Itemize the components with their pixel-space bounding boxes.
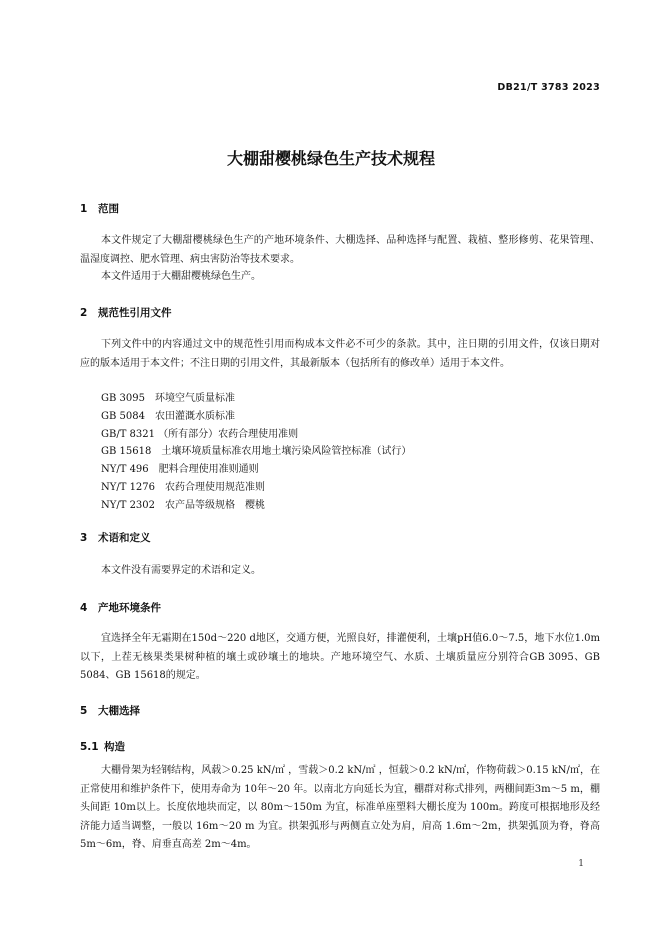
- section-number: 4: [80, 602, 88, 614]
- section-number: 3: [80, 532, 88, 544]
- reference-item: GB 3095 环境空气质量标准: [101, 393, 235, 404]
- reference-list: [101, 390, 411, 515]
- section-number: 1: [80, 203, 88, 215]
- section-title: 构造: [104, 741, 125, 753]
- environment-paragraph: 宜选择全年无霜期在150d～220 d地区，交通方便，光照良好，排灌便利，土壤pH值6.0～7.5，地下水位1.0m以下，上茬无核果类果树种植的壤土或砂壤土的地块。产地环境空气、水质、土壤质量应分别符合GB 3095、GB 5084、GB 15618的规定。: [80, 633, 600, 681]
- section-title: 范围: [98, 203, 119, 215]
- section-heading-normative-references: [80, 305, 172, 320]
- document-title: 大棚甜樱桃绿色生产技术规程: [226, 149, 435, 168]
- section-number: 5.1: [80, 741, 99, 753]
- scope-paragraph: 本文件规定了大棚甜樱桃绿色生产的产地环境条件、大棚选择、品种选择与配置、栽植、整形修剪、花果管理、温湿度调控、肥水管理、病虫害防治等技术要求。: [80, 235, 600, 265]
- page-number: 1: [578, 859, 584, 869]
- structure-paragraph: 大棚骨架为轻钢结构，风载＞0.25 kN/㎡ ，雪载＞0.2 kN/㎡ ，恒载＞0.2 kN/㎡，作物荷载＞0.15 kN/㎡，在正常使用和维护条件下，使用寿命为 10年～20 年。以南北方向延长为宜，棚群对称式排列，两棚间距3m～5 m，棚头间距 10m以上。长度依地块而定，以 80m～150m 为宜，标准单座塑料大棚长度为 100m。跨度可根据地形及经济能力适当调整，一般以 16m～20 m 为宜。拱架弧形与两侧直立处为肩，肩高 1.6m～2m，拱架弧顶为脊，脊高 5m～6m，脊、肩垂直高差 2m～4m。: [80, 765, 600, 850]
- section-title: 术语和定义: [98, 532, 151, 544]
- reference-item: GB/T 8321 （所有部分）农药合理使用准则: [101, 428, 299, 440]
- reference-item: NY/T 496 肥料合理使用准则通则: [101, 464, 259, 476]
- reference-item: NY/T 2302 农产品等级规格 樱桃: [101, 499, 266, 511]
- section-heading-scope: [80, 201, 119, 216]
- section-heading-terms: [80, 530, 151, 545]
- references-intro: 下列文件中的内容通过文中的规范性引用而构成本文件必不可少的条款。其中，注日期的引用文件，仅该日期对应的版本适用于本文件；不注日期的引用文件，其最新版本（包括所有的修改单）适用于本文件。: [80, 339, 600, 369]
- section-title: 产地环境条件: [98, 602, 161, 614]
- section-title: 大棚选择: [98, 705, 140, 717]
- standard-code: DB21/T 3783 2023: [497, 82, 600, 93]
- section-title: 规范性引用文件: [98, 307, 172, 319]
- terms-paragraph: 本文件没有需要界定的术语和定义。: [101, 565, 261, 576]
- section-number: 5: [80, 705, 88, 717]
- reference-item: NY/T 1276 农药合理使用规范准则: [101, 481, 266, 493]
- section-number: 2: [80, 307, 88, 319]
- reference-item: GB 15618 土壤环境质量标准农用地土壤污染风险管控标准（试行）: [101, 446, 412, 458]
- reference-item: GB 5084 农田灌溉水质标准: [101, 410, 235, 422]
- scope-applicability: 本文件适用于大棚甜樱桃绿色生产。: [101, 271, 261, 282]
- section-heading-environment: [80, 600, 161, 615]
- section-heading-greenhouse: [80, 703, 140, 718]
- subsection-heading-structure: [80, 739, 125, 754]
